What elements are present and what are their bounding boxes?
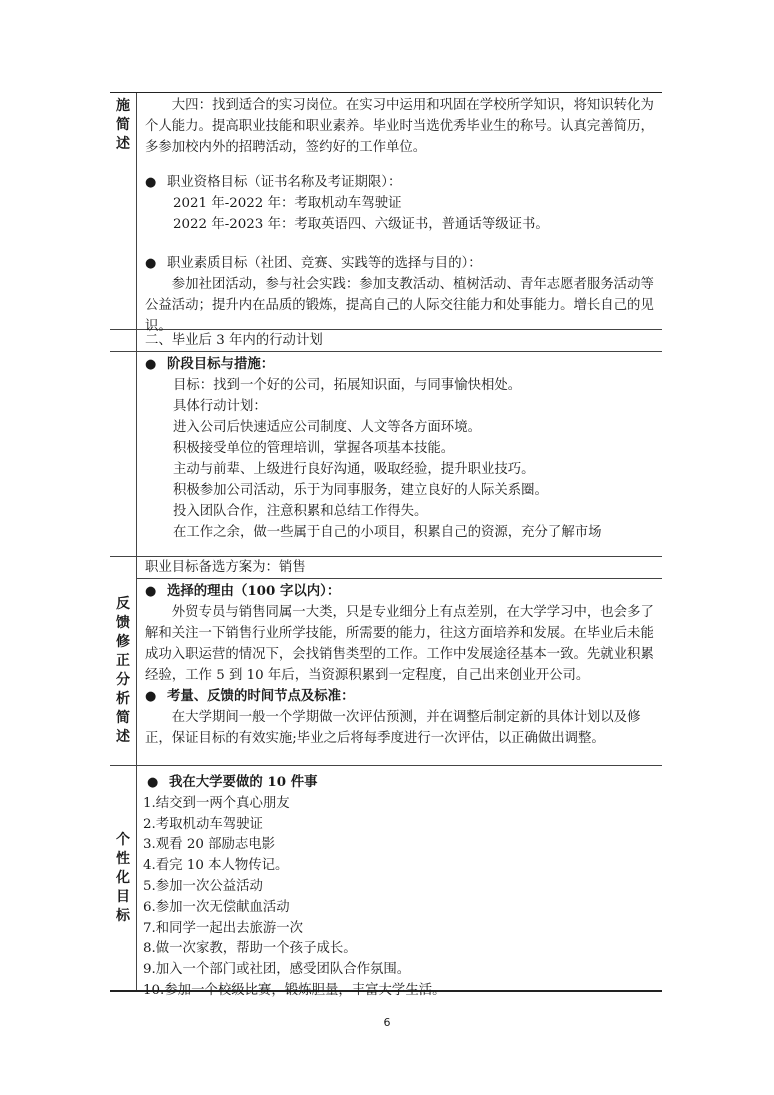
list-item: 3.观看 20 部励志电影 bbox=[143, 837, 276, 853]
plan-table bbox=[110, 92, 662, 998]
plan-line: 积极接受单位的管理培训，掌握各项基本技能。 bbox=[173, 441, 455, 456]
page-number: 6 bbox=[383, 1016, 391, 1029]
bullet-icon: ● bbox=[145, 175, 157, 190]
list-item: 7.和同学一起出去旅游一次 bbox=[143, 920, 304, 936]
personal-goals-row bbox=[110, 766, 662, 998]
plan-line: 投入团队合作，注意积累和总结工作得失。 bbox=[173, 504, 428, 519]
implementation-content bbox=[137, 93, 662, 334]
stage-plan-row bbox=[110, 352, 662, 557]
plan-line: 进入公司后快速适应公司制度、人文等各方面环境。 bbox=[173, 420, 481, 435]
plan-line: 主动与前辈、上级进行良好沟通，吸取经验，提升职业技巧。 bbox=[173, 462, 535, 477]
list-item: 8.做一次家教，帮助一个孩子成长。 bbox=[143, 941, 357, 957]
list-item: 9.加入一个部门或社团，感受团队合作氛围。 bbox=[143, 962, 411, 978]
list-item: 6.参加一次无偿献血活动 bbox=[143, 899, 290, 915]
bullet-icon: ● bbox=[145, 357, 157, 372]
side-label-feedback: 反 馈 修 正 分 析 简 述 bbox=[110, 557, 137, 765]
bullet-icon: ● bbox=[145, 584, 157, 599]
side-label-personal: 个 性 化 目 标 bbox=[110, 766, 137, 990]
post-grad-heading: 二、毕业后 3 年内的行动计划 bbox=[145, 333, 323, 348]
personal-goals-content bbox=[137, 766, 662, 998]
list-item: 4.看完 10 本人物传记。 bbox=[143, 858, 289, 874]
implementation-row bbox=[110, 93, 662, 334]
plan-line: 在工作之余，做一些属于自己的小项目，积累自己的资源，充分了解市场 bbox=[173, 525, 602, 540]
list-item: 5.参加一次公益活动 bbox=[143, 878, 263, 894]
ten-things-heading: ● 我在大学要做的 10 件事 bbox=[143, 772, 654, 794]
side-label-implementation: 施 简 述 bbox=[110, 93, 137, 329]
list-item: 1.结交到一两个真心朋友 bbox=[143, 795, 290, 811]
list-item: 2.考取机动车驾驶证 bbox=[143, 816, 263, 832]
feedback-paragraph: 在大学期间一般一个学期做一次评估预测，并在调整后制定新的具体计划以及修正，保证目标的有效实施;毕业之后将每季度进行一次评估，以正确做出调整。 bbox=[145, 710, 641, 746]
quality-goal-heading: ● 职业素质目标（社团、竞赛、实践等的选择与目的）： bbox=[145, 253, 654, 274]
plan-line: 积极参加公司活动，乐于为同事服务，建立良好的人际关系圈。 bbox=[173, 483, 548, 498]
cert-goal-heading: ● 职业资格目标（证书名称及考证期限）： bbox=[145, 172, 654, 193]
alt-plan: 职业目标备选方案为：销售 bbox=[137, 557, 662, 579]
reason-heading: ● 选择的理由（100 字以内）： bbox=[145, 581, 654, 602]
post-grad-heading-row bbox=[110, 330, 662, 352]
stage-plan-content bbox=[137, 352, 662, 556]
feedback-content bbox=[137, 579, 662, 765]
quality-paragraph: 参加社团活动，参与社会实践：参加支教活动、植树活动、青年志愿者服务活动等公益活动；提升内在品质的锻炼，提高自己的人际交往能力和处事能力。增长自己的见识。 bbox=[145, 277, 654, 334]
reason-paragraph: 外贸专员与销售同属一大类，只是专业细分上有点差别，在大学学习中，也会多了解和关注一下销售行业所学技能，所需要的能力，往这方面培养和发展。在毕业后未能成功入职运营的情况下，会找销售类型的工作。工作中发展途径基本一致。先就业积累经验，工作 5 到 10 年后，当资源积累到一定程度，自己出来创业开公司。 bbox=[145, 605, 654, 683]
bullet-icon: ● bbox=[145, 689, 157, 704]
cert-line: 2022 年-2023 年：考取英语四、六级证书，普通话等级证书。 bbox=[173, 217, 549, 232]
list-item: 10.参加一个校级比赛，锻炼胆量，丰富大学生活。 bbox=[143, 982, 446, 998]
plan-line: 具体行动计划： bbox=[173, 399, 267, 414]
senior-year-paragraph: 大四：找到适合的实习岗位。在实习中运用和巩固在学校所学知识，将知识转化为个人能力。提高职业技能和职业素养。毕业时当选优秀毕业生的称号。认真完善简历，多参加校内外的招聘活动，签约好的工作单位。 bbox=[145, 98, 654, 155]
cert-line: 2021 年-2022 年：考取机动车驾驶证 bbox=[173, 196, 402, 211]
stage-goal-heading: ● 阶段目标与措施： bbox=[145, 354, 654, 375]
feedback-heading: ● 考量、反馈的时间节点及标准： bbox=[145, 686, 654, 707]
plan-line: 目标：找到一个好的公司，拓展知识面，与同事愉快相处。 bbox=[173, 378, 522, 393]
feedback-row bbox=[110, 557, 662, 766]
bullet-icon: ● bbox=[147, 775, 159, 790]
bullet-icon: ● bbox=[145, 256, 157, 271]
